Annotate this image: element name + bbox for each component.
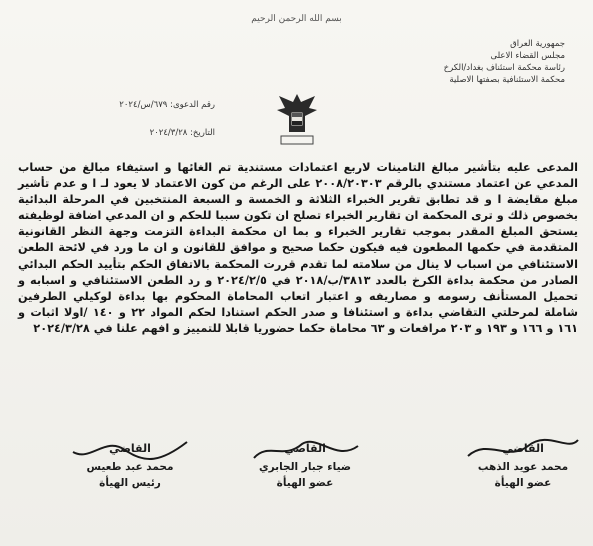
signature-role: القاضي xyxy=(109,442,151,455)
handwritten-signature-icon xyxy=(65,432,195,468)
judgment-date: التاريخ: ٢٠٢٤/٣/٢٨ xyxy=(149,128,215,138)
basmala-heading: بسم الله الرحمن الرحيم xyxy=(251,14,342,24)
court-capacity-line: محكمة الاستئنافية بصفتها الاصلية xyxy=(449,75,565,85)
signature-member-1 xyxy=(448,440,593,489)
country-line: جمهورية العراق xyxy=(510,39,565,49)
signature-name: محمد عويد الذهب xyxy=(477,461,569,473)
case-number: رقم الدعوى: ٦٧٩/س/٢٠٢٤ xyxy=(119,100,215,110)
signature-member-2 xyxy=(230,440,380,489)
signature-name: محمد عبد طعيس xyxy=(86,461,174,473)
signature-role: القاضي xyxy=(502,442,544,455)
signature-title: عضو الهيأة xyxy=(276,477,334,489)
signature-role: القاضي xyxy=(284,442,326,455)
handwritten-signature-icon xyxy=(240,432,370,468)
signature-title: عضو الهيأة xyxy=(494,477,552,489)
judgment-body xyxy=(18,160,578,337)
issuing-authority-block xyxy=(380,38,565,86)
judgment-paragraph: المدعى عليه بتأشير مبالغ التامينات لاربع اعتمادات مستندية تم الغائها و استيفاء مبالغ من حساب المدعي عن اعتماد مستندي بالرقم ٢٠٠٨/٢٠٣٠٣ على الرغم من كون الاعتماد لا يعود لـ ا و عدم تأشير مبلغ مقايضة ا و قد تطابق تقرير الخبراء الثلاثة و الخمسة و السبعة المنتخبين في المرحلة البدائية بخصوص ذلك و ترى المحكمة ان تقارير الخبراء تصلح ان تكون سببا للحكم و ان المدعي اضافة لوظيفته يستحق المبلغ المقدر بموجب تقارير الخبراء و بما ان محكمة البداءة التزمت وجهة النظر القانونية المتقدمة في حكمها المطعون فيه فيكون حكما صحيح و موافق للقانون و ان ما ورد في لائحة الطعن الاستئنافي من اسباب لا ينال من سلامته لما تقدم قررت المحكمة بالاتفاق الحكم بتأييد الحكم البدائي الصادر من محكمة بداءة الكرخ بالعدد ٣٨١٣/ب/٢٠١٨ في ٢٠٢٤/٢/٥ و رد الطعن الاستئنافي و اسبابه و تحميل المستأنف رسومه و مصاريفه و اعتبار اتعاب المحاماة المحكوم بها بداءة لوكيلي الطرفين شاملة لمرحلتي التقاضي بداءة و استئنافا و صدر الحكم استنادا لحكم المواد ٢٢ و ١٤٠ /اولا اثبات و ١٦١ و ١٦٦ و ١٩٣ و ٢٠٣ مرافعات و ٦٣ محاماة حكما حضوريا قابلا للتمييز و افهم علنا في ٢٠٢٤/٣/٢٨ xyxy=(18,161,579,335)
court-presidency-line: رئاسة محكمة استئناف بغداد/الكرخ xyxy=(443,63,565,73)
signature-title: رئيس الهيأة xyxy=(99,477,161,489)
case-info-block xyxy=(95,98,215,140)
signature-name: ضياء جبار الجابري xyxy=(258,461,352,473)
iraq-eagle-emblem-icon xyxy=(275,88,319,150)
signature-president xyxy=(55,440,205,489)
handwritten-signature-icon xyxy=(458,432,588,468)
council-line: مجلس القضاء الاعلى xyxy=(490,51,565,61)
